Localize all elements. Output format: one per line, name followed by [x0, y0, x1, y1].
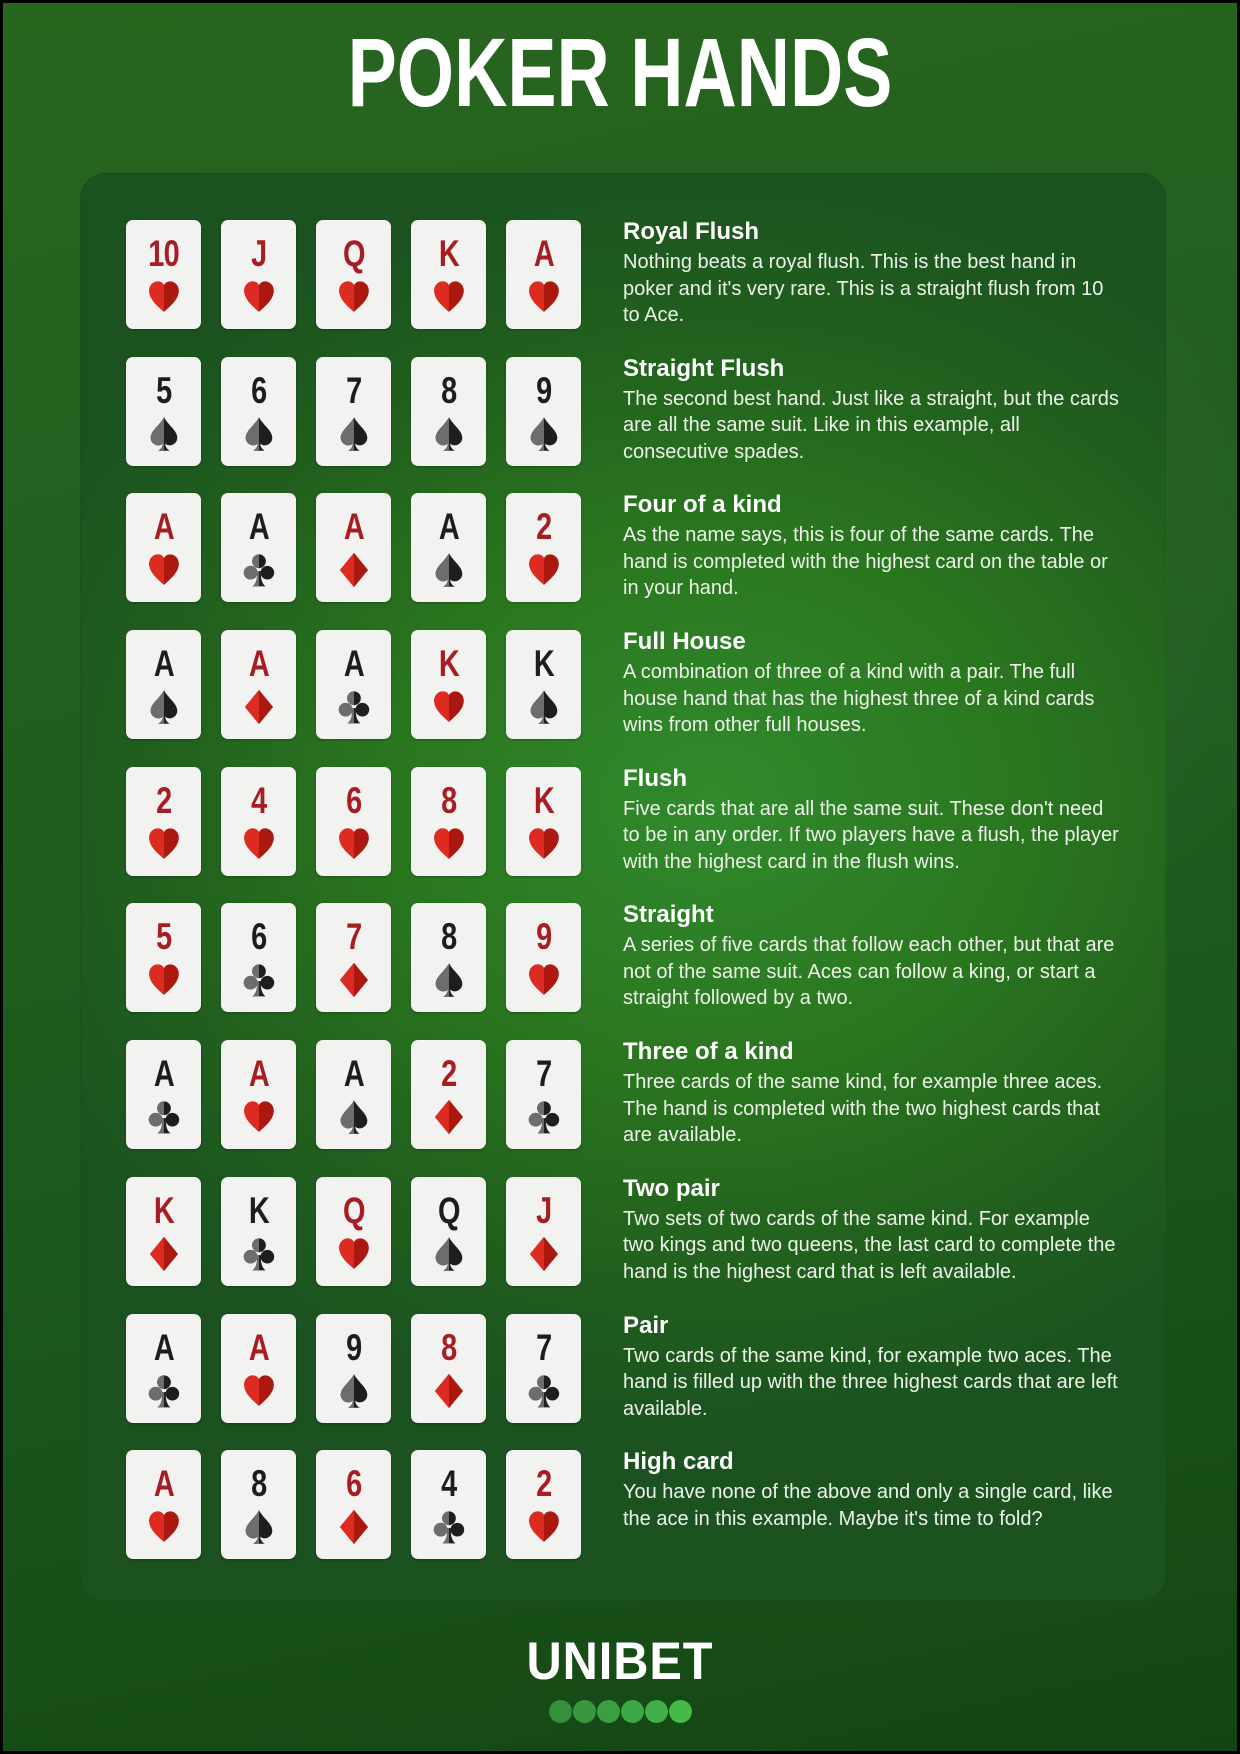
card-rank: K: [533, 643, 554, 685]
brand-dot: [597, 1700, 620, 1723]
playing-card: [411, 220, 486, 329]
diamond-suit-icon: [239, 688, 279, 726]
card-group: [126, 1040, 581, 1149]
heart-suit-icon: [334, 278, 374, 316]
playing-card: [411, 357, 486, 466]
heart-suit-icon: [524, 825, 564, 863]
hand-text: [623, 1447, 1123, 1532]
hand-name: Four of a kind: [623, 491, 782, 519]
playing-card: [316, 903, 391, 1012]
hand-description: A series of five cards that follow each other, but that are not of the same suit. Aces can follow a king, or start a straight followed by a two.: [623, 934, 1115, 1010]
card-rank: A: [153, 1053, 174, 1095]
brand-dot: [621, 1700, 644, 1723]
card-rank: 9: [345, 1326, 362, 1368]
diamond-suit-icon: [334, 1508, 374, 1546]
card-rank: 9: [535, 369, 552, 411]
heart-suit-icon: [144, 961, 184, 999]
card-rank: A: [153, 1326, 174, 1368]
card-rank: A: [533, 233, 554, 274]
hand-description: Nothing beats a royal flush. This is the best hand in poker and it's very rare. This is a straight flush from 10 to Ace.: [623, 251, 1104, 326]
playing-card: [411, 630, 486, 739]
playing-card: [316, 1450, 391, 1559]
hand-description: A combination of three of a kind with a pair. The full house hand that has the highest three of a kind cards wins from other full houses.: [623, 661, 1095, 737]
card-rank: K: [438, 643, 459, 685]
heart-suit-icon: [334, 1235, 374, 1273]
card-group: [126, 1314, 581, 1423]
playing-card: [221, 630, 296, 739]
diamond-suit-icon: [334, 551, 374, 589]
brand-dot: [573, 1700, 596, 1723]
card-rank: A: [153, 643, 174, 685]
hand-row: [80, 1311, 1166, 1451]
playing-card: [221, 493, 296, 602]
heart-suit-icon: [334, 825, 374, 863]
heart-suit-icon: [144, 1508, 184, 1546]
club-suit-icon: [239, 961, 279, 999]
playing-card: [411, 1314, 486, 1423]
hand-name: Two pair: [623, 1174, 720, 1202]
heart-suit-icon: [524, 278, 564, 316]
card-group: [126, 357, 581, 466]
diamond-suit-icon: [524, 1235, 564, 1273]
playing-card: [126, 493, 201, 602]
hand-name: Pair: [623, 1311, 669, 1339]
card-rank: 2: [155, 779, 172, 821]
playing-card: [126, 1314, 201, 1423]
hand-description: The second best hand. Just like a straight, but the cards are all the same suit. Like in this example, all consecutive spades.: [623, 387, 1119, 463]
playing-card: [126, 767, 201, 876]
card-rank: 7: [345, 369, 362, 411]
heart-suit-icon: [239, 278, 279, 316]
playing-card: [506, 357, 581, 466]
card-rank: 4: [440, 1463, 457, 1505]
club-suit-icon: [239, 551, 279, 589]
card-rank: 8: [440, 916, 457, 958]
card-rank: Q: [437, 1189, 460, 1231]
hand-row: [80, 220, 1166, 357]
card-rank: 7: [345, 916, 362, 958]
card-rank: 6: [250, 369, 267, 411]
card-rank: J: [535, 1189, 552, 1231]
playing-card: [221, 357, 296, 466]
playing-card: [411, 493, 486, 602]
card-rank: A: [343, 643, 364, 685]
playing-card: [506, 1177, 581, 1286]
card-rank: Q: [342, 1189, 365, 1231]
hand-description: Five cards that are all the same suit. These don't need to be in any order. If two players have a flush, the player with the highest card in the flush wins.: [623, 797, 1119, 873]
heart-suit-icon: [429, 278, 469, 316]
playing-card: [316, 1177, 391, 1286]
card-rank: 2: [535, 1463, 552, 1505]
hand-name: Straight Flush: [623, 354, 785, 382]
card-rank: 8: [250, 1463, 267, 1505]
hand-row: [80, 1450, 1166, 1587]
brand-dot: [645, 1700, 668, 1723]
heart-suit-icon: [239, 825, 279, 863]
card-rank: A: [343, 506, 364, 548]
spade-suit-icon: [144, 415, 184, 453]
hand-name: Flush: [623, 764, 687, 792]
spade-suit-icon: [334, 1098, 374, 1136]
brand-dot: [669, 1700, 692, 1723]
spade-suit-icon: [239, 1508, 279, 1546]
playing-card: [506, 1040, 581, 1149]
playing-card: [316, 630, 391, 739]
hand-description: You have none of the above and only a single card, like the ace in this example. Maybe it's time to fold?: [623, 1481, 1113, 1530]
playing-card: [126, 1450, 201, 1559]
hand-text: [623, 1311, 1123, 1423]
card-rank: 5: [155, 369, 172, 411]
playing-card: [221, 903, 296, 1012]
club-suit-icon: [144, 1098, 184, 1136]
hand-description: As the name says, this is four of the same cards. The hand is completed with the highest card on the table or in your hand.: [623, 524, 1108, 600]
hand-row: [80, 1040, 1166, 1177]
heart-suit-icon: [144, 278, 184, 316]
hand-description: Two sets of two cards of the same kind. For example two kings and two queens, the last card to complete the hand is the highest card that is left available.: [623, 1207, 1116, 1283]
playing-card: [411, 1177, 486, 1286]
card-rank: A: [248, 1326, 269, 1368]
club-suit-icon: [429, 1508, 469, 1546]
hand-text: [623, 490, 1123, 602]
playing-card: [506, 630, 581, 739]
hand-name: Three of a kind: [623, 1038, 794, 1066]
card-rank: 6: [345, 779, 362, 821]
spade-suit-icon: [524, 688, 564, 726]
club-suit-icon: [239, 1235, 279, 1273]
hand-text: [623, 217, 1123, 329]
card-rank: 6: [345, 1463, 362, 1505]
club-suit-icon: [144, 1372, 184, 1410]
playing-card: [126, 630, 201, 739]
card-rank: 2: [535, 506, 552, 548]
playing-card: [316, 1040, 391, 1149]
club-suit-icon: [334, 688, 374, 726]
heart-suit-icon: [239, 1372, 279, 1410]
card-group: [126, 903, 581, 1012]
hand-row: [80, 1174, 1166, 1314]
hand-name: High card: [623, 1448, 734, 1476]
playing-card: [411, 1450, 486, 1559]
playing-card: [316, 767, 391, 876]
card-group: [126, 1177, 581, 1286]
card-rank: 8: [440, 779, 457, 821]
hand-row: [80, 764, 1166, 904]
spade-suit-icon: [334, 1372, 374, 1410]
brand-dots: [3, 1700, 1237, 1723]
card-rank: 9: [535, 916, 552, 958]
playing-card: [411, 767, 486, 876]
playing-card: [316, 220, 391, 329]
hands-list: [80, 220, 1166, 1587]
spade-suit-icon: [429, 1235, 469, 1273]
hand-text: [623, 764, 1123, 876]
hands-panel: [80, 173, 1166, 1601]
brand-dot: [549, 1700, 572, 1723]
brand-logo: UNIBET: [526, 1632, 714, 1691]
heart-suit-icon: [144, 551, 184, 589]
spade-suit-icon: [429, 961, 469, 999]
card-rank: K: [153, 1189, 174, 1231]
playing-card: [316, 1314, 391, 1423]
playing-card: [126, 1040, 201, 1149]
card-rank: 6: [250, 916, 267, 958]
card-group: [126, 630, 581, 739]
card-group: [126, 1450, 581, 1559]
playing-card: [126, 903, 201, 1012]
card-rank: A: [153, 1463, 174, 1505]
page-title: POKER HANDS: [347, 18, 893, 127]
club-suit-icon: [524, 1098, 564, 1136]
playing-card: [221, 1450, 296, 1559]
club-suit-icon: [524, 1372, 564, 1410]
hand-name: Royal Flush: [623, 218, 760, 245]
card-rank: A: [248, 506, 269, 548]
playing-card: [221, 1040, 296, 1149]
card-group: [126, 493, 581, 602]
playing-card: [316, 357, 391, 466]
playing-card: [126, 357, 201, 466]
hand-text: [623, 1037, 1123, 1149]
card-rank: 8: [440, 1326, 457, 1368]
hand-description: Three cards of the same kind, for example three aces. The hand is completed with the two highest cards that are available.: [623, 1071, 1103, 1147]
hand-row: [80, 354, 1166, 494]
card-rank: A: [248, 1053, 269, 1095]
hand-text: [623, 627, 1123, 739]
card-rank: K: [533, 779, 554, 821]
heart-suit-icon: [429, 825, 469, 863]
diamond-suit-icon: [429, 1098, 469, 1136]
card-rank: K: [248, 1189, 269, 1231]
playing-card: [506, 903, 581, 1012]
playing-card: [221, 1177, 296, 1286]
playing-card: [411, 903, 486, 1012]
playing-card: [126, 1177, 201, 1286]
card-rank: 7: [535, 1053, 552, 1095]
card-rank: 2: [440, 1053, 457, 1095]
playing-card: [316, 493, 391, 602]
hand-row: [80, 903, 1166, 1040]
card-rank: A: [153, 506, 174, 548]
card-rank: A: [438, 506, 459, 548]
card-rank: 10: [148, 233, 179, 274]
hand-name: Full House: [623, 628, 746, 656]
card-rank: Q: [342, 233, 365, 274]
card-rank: K: [438, 233, 459, 274]
playing-card: [221, 220, 296, 329]
hand-row: [80, 630, 1166, 767]
card-rank: A: [343, 1053, 364, 1095]
heart-suit-icon: [429, 688, 469, 726]
playing-card: [506, 493, 581, 602]
spade-suit-icon: [429, 551, 469, 589]
card-group: [126, 767, 581, 876]
playing-card: [221, 1314, 296, 1423]
playing-card: [506, 220, 581, 329]
card-rank: 5: [155, 916, 172, 958]
heart-suit-icon: [239, 1098, 279, 1136]
playing-card: [221, 767, 296, 876]
hand-text: [623, 900, 1123, 1012]
hand-name: Straight: [623, 901, 714, 929]
card-rank: 7: [535, 1326, 552, 1368]
playing-card: [506, 1450, 581, 1559]
diamond-suit-icon: [429, 1372, 469, 1410]
hand-row: [80, 493, 1166, 630]
heart-suit-icon: [144, 825, 184, 863]
hand-description: Two cards of the same kind, for example two aces. The hand is filled up with the three highest cards that are left available.: [623, 1344, 1118, 1420]
playing-card: [126, 220, 201, 329]
card-group: [126, 220, 581, 329]
spade-suit-icon: [144, 688, 184, 726]
playing-card: [506, 767, 581, 876]
diamond-suit-icon: [144, 1235, 184, 1273]
hand-text: [623, 1174, 1123, 1286]
card-rank: J: [250, 233, 267, 274]
diamond-suit-icon: [334, 961, 374, 999]
spade-suit-icon: [334, 415, 374, 453]
spade-suit-icon: [524, 415, 564, 453]
card-rank: 4: [250, 779, 267, 821]
heart-suit-icon: [524, 1508, 564, 1546]
playing-card: [411, 1040, 486, 1149]
card-rank: 8: [440, 369, 457, 411]
card-rank: A: [248, 643, 269, 685]
spade-suit-icon: [429, 415, 469, 453]
heart-suit-icon: [524, 551, 564, 589]
heart-suit-icon: [524, 961, 564, 999]
playing-card: [506, 1314, 581, 1423]
hand-text: [623, 354, 1123, 466]
spade-suit-icon: [239, 415, 279, 453]
